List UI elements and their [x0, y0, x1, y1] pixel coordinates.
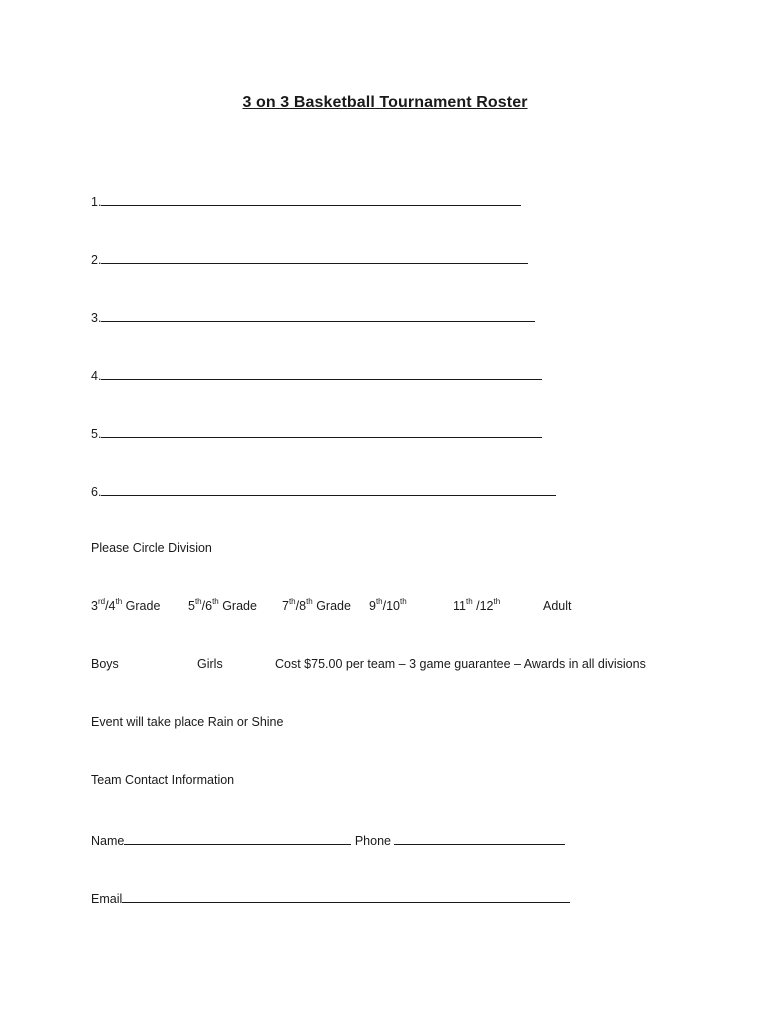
roster-line-6[interactable]: [91, 483, 556, 499]
roster-number: 2.: [91, 253, 102, 267]
phone-label: Phone: [354, 834, 395, 848]
gender-option-girls[interactable]: Girls: [197, 657, 223, 671]
roster-line-2[interactable]: [91, 251, 528, 267]
gender-option-boys[interactable]: Boys: [91, 657, 119, 671]
roster-blank[interactable]: [101, 193, 521, 206]
roster-blank[interactable]: [101, 309, 535, 322]
event-note: Event will take place Rain or Shine: [91, 715, 284, 729]
roster-number: 1.: [91, 195, 102, 209]
page-title: 3 on 3 Basketball Tournament Roster: [242, 94, 528, 111]
roster-line-3[interactable]: [91, 309, 535, 325]
email-field[interactable]: [122, 890, 570, 903]
roster-number: 4.: [91, 369, 102, 383]
contact-email-row: [91, 890, 570, 906]
cost-info: Cost $75.00 per team – 3 game guarantee – Awards in all divisions: [275, 657, 646, 671]
contact-heading: Team Contact Information: [91, 773, 235, 787]
roster-blank[interactable]: [101, 425, 542, 438]
grade-option-9-10[interactable]: 9th/10th: [369, 596, 407, 613]
email-label: Email: [91, 892, 123, 906]
name-label: Name: [91, 834, 125, 848]
roster-line-4[interactable]: [91, 367, 542, 383]
roster-line-5[interactable]: [91, 425, 542, 441]
phone-field[interactable]: [394, 832, 565, 845]
roster-blank[interactable]: [101, 483, 556, 496]
grade-option-5-6[interactable]: 5th/6th Grade: [188, 596, 257, 613]
name-field[interactable]: [124, 832, 351, 845]
roster-blank[interactable]: [101, 251, 528, 264]
grade-option-adult[interactable]: Adult: [543, 599, 572, 613]
grade-option-7-8[interactable]: 7th/8th Grade: [282, 596, 351, 613]
division-prompt: Please Circle Division: [91, 541, 212, 555]
roster-number: 5.: [91, 427, 102, 441]
contact-name-row: [91, 832, 565, 848]
grade-option-11-12[interactable]: 11th /12th: [453, 596, 501, 613]
roster-number: 3.: [91, 311, 102, 325]
roster-blank[interactable]: [101, 367, 542, 380]
roster-number: 6.: [91, 485, 102, 499]
roster-line-1[interactable]: [91, 193, 521, 209]
grade-option-3-4[interactable]: 3rd/4th Grade: [91, 596, 161, 613]
